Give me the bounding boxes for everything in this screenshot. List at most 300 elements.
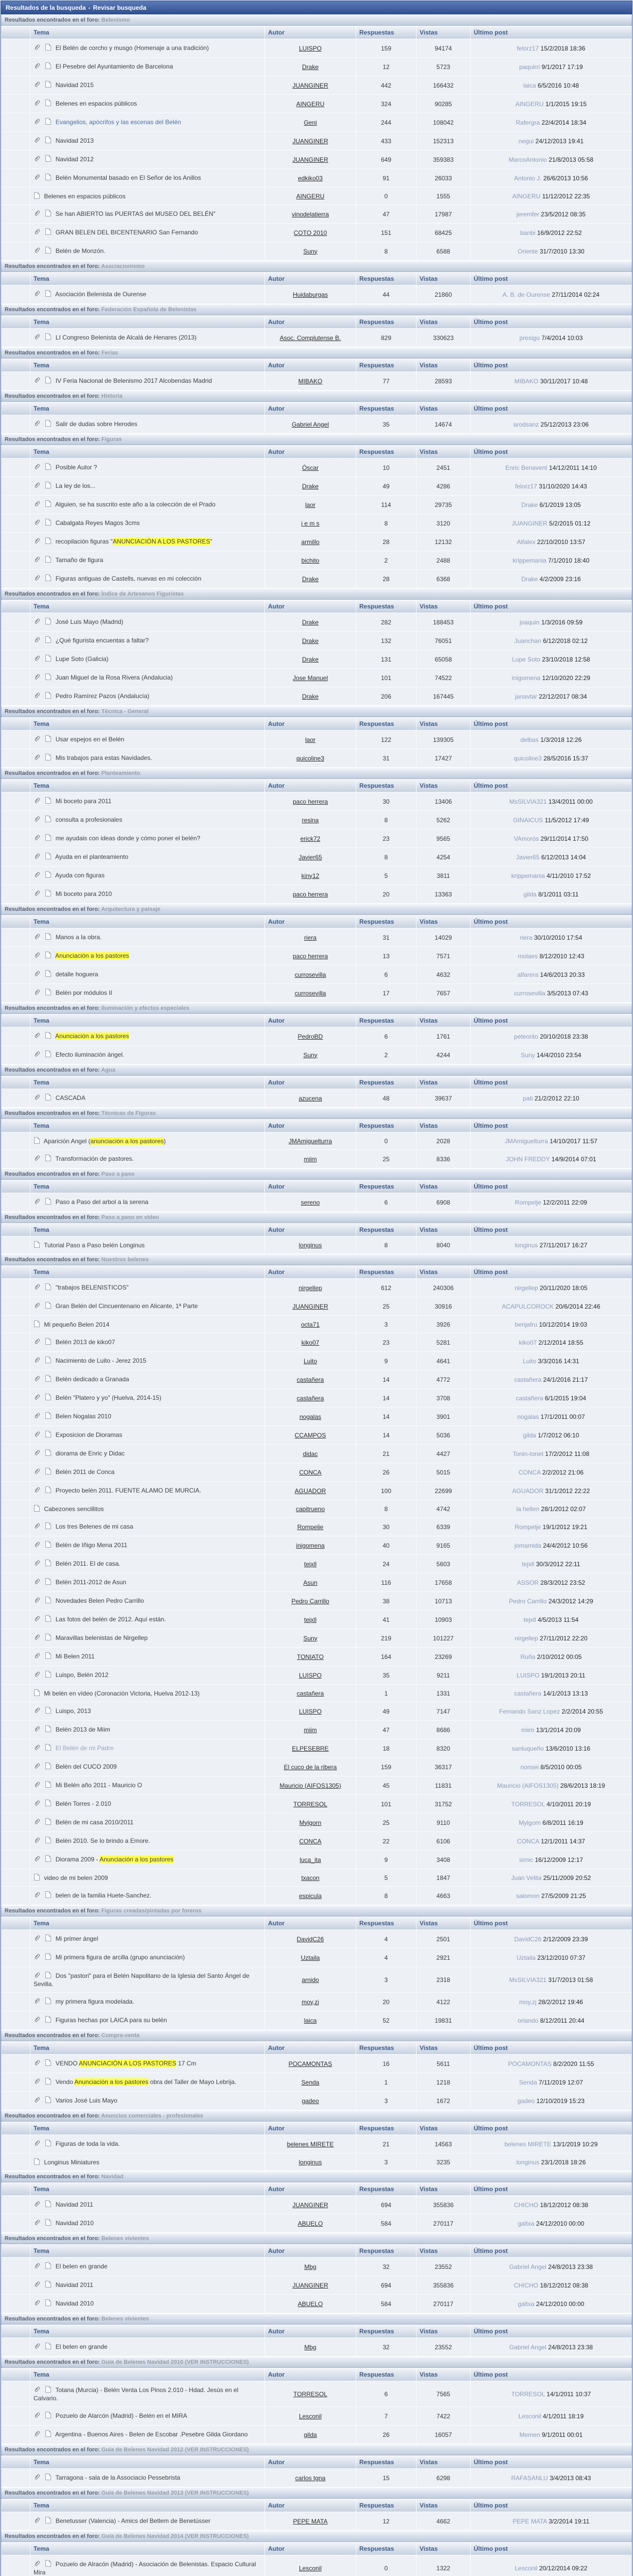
topic-title-link[interactable]: Belén dedicado a Granada: [55, 1376, 129, 1383]
last-post-author-link[interactable]: VAmorós: [513, 835, 539, 842]
forum-link[interactable]: Belenes vivientes: [101, 2235, 149, 2242]
last-post-author-link[interactable]: quicoline3: [513, 754, 542, 762]
topic-author-link[interactable]: castañera: [296, 1394, 324, 1402]
forum-link[interactable]: Belenes vivientes: [101, 2316, 149, 2322]
last-post-author-link[interactable]: ACAPULCOROCK: [502, 1302, 554, 1310]
topic-author-link[interactable]: gilda: [304, 2431, 317, 2438]
topic-author-link[interactable]: Drake: [302, 618, 319, 626]
topic-author-link[interactable]: laica: [304, 2016, 317, 2024]
last-post-author-link[interactable]: Gabriel Angel: [509, 2263, 546, 2270]
topic-author-link[interactable]: erick72: [300, 835, 321, 842]
topic-title-link[interactable]: Ayuda con figuras: [55, 872, 105, 879]
last-post-author-link[interactable]: Ruña: [520, 1653, 536, 1660]
topic-title-link[interactable]: Mi boceto para 2011: [55, 798, 112, 805]
topic-author-link[interactable]: TONIATO: [296, 1653, 324, 1660]
last-post-author-link[interactable]: DavidC26: [514, 1935, 542, 1943]
topic-author-link[interactable]: laor: [305, 736, 315, 743]
last-post-author-link[interactable]: jomamida: [514, 1541, 541, 1549]
topic-title-link[interactable]: Los tres Belenes de mi casa: [55, 1523, 134, 1530]
forum-link[interactable]: Iluminación y efectos especiales: [101, 1005, 190, 1011]
last-post-author-link[interactable]: Juanchan: [514, 637, 541, 645]
forum-link[interactable]: Ferias: [101, 350, 119, 356]
topic-author-link[interactable]: sereno: [301, 1198, 320, 1206]
forum-link[interactable]: Técnica - General: [101, 708, 149, 715]
topic-author-link[interactable]: Mbg: [304, 2343, 316, 2351]
topic-author-link[interactable]: DavidC26: [296, 1935, 324, 1943]
forum-link[interactable]: Guía de Belenes Navidad 2010 (VER INSTRUCCIONES): [101, 2359, 249, 2365]
topic-author-link[interactable]: JUANGINER: [292, 2281, 328, 2289]
topic-title-link[interactable]: me ayudais con ideas donde y cómo poner el belén?: [55, 835, 201, 842]
topic-title-link[interactable]: Asociación Belenista de Ourense: [55, 291, 146, 298]
topic-title-link[interactable]: Navidad 2011: [55, 2201, 93, 2208]
topic-title-link[interactable]: diorama de Enric y Didac: [55, 1450, 125, 1457]
last-post-author-link[interactable]: krippemania: [511, 872, 545, 879]
topic-author-link[interactable]: JUANGINER: [292, 1302, 328, 1310]
topic-author-link[interactable]: Gabriel Angel: [291, 420, 329, 428]
topic-title-link[interactable]: Belén Torres - 2.010: [55, 1800, 111, 1807]
forum-link[interactable]: Compra-venta: [101, 2032, 140, 2039]
last-post-author-link[interactable]: Rafergra: [515, 118, 540, 126]
topic-title-link[interactable]: Belén de Monzón.: [55, 247, 106, 255]
topic-title-link[interactable]: Longinus Miniatures: [44, 2159, 99, 2166]
forum-link[interactable]: Índice de Artesanos Figuristas: [101, 591, 184, 597]
topic-author-link[interactable]: resina: [302, 816, 319, 824]
last-post-author-link[interactable]: tejxll: [522, 1560, 535, 1568]
last-post-author-link[interactable]: AINGERU: [515, 100, 544, 108]
last-post-author-link[interactable]: miim: [521, 1726, 535, 1734]
forum-link[interactable]: Federación Española de Belenistas: [101, 307, 197, 313]
topic-author-link[interactable]: Javier65: [298, 853, 322, 861]
topic-author-link[interactable]: paco herrera: [292, 890, 328, 898]
last-post-author-link[interactable]: GINAICUS: [513, 816, 543, 824]
topic-title-link[interactable]: Figuras hechas por LAICA para su belén: [55, 2016, 167, 2024]
last-post-author-link[interactable]: Juan Velita: [511, 1874, 542, 1882]
topic-title-link[interactable]: Belén "Platero y yo" (Huelva, 2014-15): [55, 1394, 161, 1401]
topic-author-link[interactable]: JUANGINER: [292, 81, 328, 89]
forum-link[interactable]: Guía de Belenes Navidad 2012 (VER INSTRUCCIONES): [101, 2447, 249, 2453]
topic-title-link[interactable]: El Belén de mi Padre: [55, 1744, 114, 1752]
topic-title-link[interactable]: consulta a profesionales: [55, 816, 123, 823]
topic-author-link[interactable]: CCAMPOS: [294, 1431, 326, 1439]
last-post-author-link[interactable]: Pedro Carrillo: [509, 1597, 547, 1605]
forum-link[interactable]: Paso a paso: [101, 1171, 135, 1177]
topic-title-link[interactable]: Dos "pastori" para el Belén Napolitano de la Iglesia del Santo Ángel de Sevilla.: [34, 1972, 249, 1988]
topic-author-link[interactable]: armillo: [301, 538, 320, 546]
last-post-author-link[interactable]: tejxll: [523, 1616, 536, 1623]
topic-author-link[interactable]: octa71: [301, 1320, 320, 1328]
topic-author-link[interactable]: LUISPO: [298, 1707, 322, 1715]
topic-title-link[interactable]: Belen Nogalas 2010: [55, 1413, 111, 1420]
topic-author-link[interactable]: TORRESOL: [293, 2390, 327, 2398]
topic-title-link[interactable]: Pedro Ramírez Pazos (Andalucía): [55, 692, 149, 700]
last-post-author-link[interactable]: laica: [523, 81, 536, 89]
last-post-author-link[interactable]: Tonin-tonet: [512, 1450, 544, 1458]
topic-author-link[interactable]: miim: [304, 1726, 317, 1734]
topic-title-link[interactable]: Belén 2010. Se lo brindo a Emore.: [55, 1837, 151, 1844]
forum-link[interactable]: Guía de Belenes Navidad 2013 (VER INSTRUCCIONES): [101, 2490, 249, 2496]
topic-title-link[interactable]: IV Feria Nacional de Belenismo 2017 Alcobendas Madrid: [55, 377, 212, 384]
last-post-author-link[interactable]: joaquin: [519, 618, 540, 626]
topic-title-link[interactable]: Belén 2011 de Conca: [55, 1468, 115, 1476]
topic-author-link[interactable]: Jose Manuel: [292, 674, 328, 682]
topic-author-link[interactable]: Asoc. Complutense B.: [279, 334, 341, 342]
topic-author-link[interactable]: longinus: [298, 2158, 322, 2166]
last-post-author-link[interactable]: molaes: [518, 952, 538, 960]
topic-title-link[interactable]: Mi boceto para 2010: [55, 890, 112, 897]
last-post-author-link[interactable]: moy,zj: [519, 1998, 537, 2006]
topic-title-link[interactable]: Belén 2013 de kiko07: [55, 1338, 115, 1346]
topic-title-link[interactable]: Maravillas belenistas de Nirgellep: [55, 1634, 148, 1641]
topic-title-link[interactable]: Cabezones sencillitos: [44, 1505, 104, 1513]
last-post-author-link[interactable]: castañera: [514, 1376, 542, 1383]
last-post-author-link[interactable]: Antonio J.: [514, 174, 542, 182]
topic-title-link[interactable]: Mi belén en vídeo (Coronación Victoria, Huelva 2012-13): [44, 1690, 200, 1697]
topic-title-link[interactable]: video de mi belen 2009: [44, 1874, 108, 1882]
last-post-author-link[interactable]: Fernando Sanz Lopez: [499, 1707, 560, 1715]
topic-author-link[interactable]: kiko07: [301, 1338, 320, 1346]
last-post-author-link[interactable]: Lupe Soto: [512, 655, 540, 663]
topic-title-link[interactable]: Varios José Luis Mayo: [55, 2097, 118, 2104]
topic-title-link[interactable]: VENDO ANUNCIACIÓN A LOS PASTORES 17 Cm: [55, 2060, 196, 2067]
last-post-author-link[interactable]: Lesconil: [514, 2564, 538, 2572]
topic-title-link[interactable]: LI Congreso Belenista de Alcalá de Henares (2013): [55, 334, 197, 341]
forum-link[interactable]: Técnicas de Figuras: [101, 1110, 156, 1116]
last-post-author-link[interactable]: JOHN FREDDY: [506, 1155, 550, 1163]
topic-title-link[interactable]: Belén 2013 de Miim: [55, 1726, 110, 1733]
topic-title-link[interactable]: Belén del CUCO 2009: [55, 1763, 117, 1770]
topic-author-link[interactable]: LUISPO: [298, 1671, 322, 1679]
topic-title-link[interactable]: El Pesebre del Ayuntamiento de Barcelona: [55, 63, 173, 70]
topic-author-link[interactable]: AGUADOR: [294, 1487, 326, 1495]
last-post-author-link[interactable]: MsSILVIA321: [509, 798, 547, 805]
topic-author-link[interactable]: riera: [304, 934, 316, 941]
topic-author-link[interactable]: Drake: [302, 482, 319, 490]
topic-title-link[interactable]: Mi Belen 2011: [55, 1653, 95, 1660]
topic-author-link[interactable]: belenes MIRETE: [287, 2140, 334, 2148]
topic-title-link[interactable]: Nacimiento de Luito - Jerez 2015: [55, 1357, 146, 1364]
topic-author-link[interactable]: AINGERU: [296, 192, 325, 200]
topic-title-link[interactable]: Aparición Angel (anunciación a los pastores): [43, 1138, 166, 1145]
topic-title-link[interactable]: Figuras de toda la vida.: [55, 2140, 120, 2147]
topic-author-link[interactable]: tejxll: [304, 1560, 316, 1568]
topic-author-link[interactable]: JMAmiguelturra: [288, 1137, 332, 1145]
last-post-author-link[interactable]: banbi: [520, 229, 536, 236]
topic-title-link[interactable]: Navidad 2015: [55, 81, 94, 89]
last-post-author-link[interactable]: gadeo: [517, 2097, 535, 2105]
topic-author-link[interactable]: PedroBD: [297, 1032, 323, 1040]
last-post-author-link[interactable]: felorz17: [517, 44, 539, 52]
topic-title-link[interactable]: belen de la familia Huete-Sanchez.: [55, 1892, 152, 1899]
topic-title-link[interactable]: Navidad 2010: [55, 2300, 94, 2307]
last-post-author-link[interactable]: orlando: [518, 2016, 539, 2024]
topic-author-link[interactable]: Drake: [302, 575, 319, 583]
topic-title-link[interactable]: Tamaño de figura: [55, 556, 104, 564]
topic-title-link[interactable]: Benetusser (Valencia) - Amics del Betlem de Benetússer: [55, 2517, 211, 2524]
last-post-author-link[interactable]: Enric Benavent: [505, 464, 547, 471]
last-post-author-link[interactable]: Rompelje: [514, 1523, 541, 1531]
topic-author-link[interactable]: Drake: [302, 692, 319, 700]
topic-title-link[interactable]: El belen en grande: [55, 2343, 108, 2350]
last-post-author-link[interactable]: kiko07: [519, 1338, 537, 1346]
topic-author-link[interactable]: quicoline3: [296, 754, 325, 762]
topic-author-link[interactable]: paco herrera: [292, 952, 328, 960]
topic-title-link[interactable]: recopilación figuras "ANUNCIACIÓN A LOS PASTORES": [55, 538, 212, 545]
last-post-author-link[interactable]: sanluqueño: [511, 1744, 544, 1752]
topic-title-link[interactable]: ¿Qué figurista encuentas a faltar?: [55, 637, 149, 644]
topic-author-link[interactable]: nirgellep: [298, 1284, 322, 1292]
topic-title-link[interactable]: Mis trabajos para estas Navidades.: [55, 754, 153, 761]
topic-author-link[interactable]: castañera: [296, 1689, 324, 1697]
topic-author-link[interactable]: capitrueno: [295, 1505, 325, 1513]
topic-author-link[interactable]: Suny: [303, 1051, 318, 1059]
last-post-author-link[interactable]: Drake: [521, 575, 538, 583]
last-post-author-link[interactable]: CHICHO: [513, 2201, 539, 2209]
last-post-author-link[interactable]: longinus: [514, 1241, 538, 1249]
topic-author-link[interactable]: bichito: [301, 556, 320, 564]
topic-author-link[interactable]: Geni: [304, 118, 317, 126]
revise-search-link[interactable]: Revisar busqueda: [93, 4, 146, 11]
topic-author-link[interactable]: Mylgorn: [299, 1819, 322, 1826]
last-post-author-link[interactable]: benjafru: [514, 1320, 538, 1328]
topic-author-link[interactable]: Asun: [303, 1579, 318, 1586]
topic-title-link[interactable]: El belen en grande: [55, 2263, 108, 2270]
last-post-author-link[interactable]: la hellen: [516, 1505, 540, 1513]
last-post-author-link[interactable]: Javier65: [516, 853, 540, 861]
topic-title-link[interactable]: Mi primera figura de arcilla (grupo anunciación): [55, 1954, 185, 1961]
forum-link[interactable]: Navidad: [101, 2174, 124, 2180]
topic-title-link[interactable]: Belenes en espacios públicos: [55, 100, 137, 107]
last-post-author-link[interactable]: A. B. de Ourense: [503, 291, 551, 298]
last-post-author-link[interactable]: castañera: [514, 1689, 542, 1697]
last-post-author-link[interactable]: AGUADOR: [512, 1487, 544, 1495]
topic-title-link[interactable]: Lupe Soto (Galicia): [55, 655, 109, 663]
topic-author-link[interactable]: ELPESEBRE: [292, 1744, 329, 1752]
topic-author-link[interactable]: currosevilla: [294, 989, 326, 997]
last-post-author-link[interactable]: CONCA: [518, 1468, 541, 1476]
topic-title-link[interactable]: Cabalgata Reyes Magos 3cms: [55, 519, 140, 527]
last-post-author-link[interactable]: RAFASANLU: [511, 2474, 548, 2482]
last-post-author-link[interactable]: nirgellep: [514, 1634, 538, 1642]
forum-link[interactable]: Belenismo: [101, 17, 130, 23]
last-post-author-link[interactable]: Luito: [523, 1357, 537, 1365]
topic-title-link[interactable]: Alguien, se ha suscrito este año a la colección de el Prado: [55, 501, 215, 508]
topic-title-link[interactable]: [55, 1032, 129, 1040]
topic-title-link[interactable]: Belén de Iñigo Mena 2011: [55, 1541, 127, 1549]
last-post-author-link[interactable]: TORRESOL: [511, 1800, 545, 1808]
topic-author-link[interactable]: i e m s: [301, 519, 320, 527]
last-post-author-link[interactable]: nirgellep: [514, 1284, 538, 1292]
topic-author-link[interactable]: JUANGINER: [292, 2201, 328, 2209]
topic-title-link[interactable]: Mi pequeño Belen 2014: [44, 1321, 110, 1328]
topic-author-link[interactable]: gadeo: [302, 2097, 319, 2105]
topic-author-link[interactable]: miim: [304, 1155, 317, 1163]
topic-title-link[interactable]: Novedades Belen Pedro Carrillo: [55, 1597, 144, 1604]
forum-link[interactable]: Asociacionismo: [101, 263, 145, 269]
last-post-author-link[interactable]: MIBAKO: [514, 377, 539, 385]
last-post-author-link[interactable]: longinus: [516, 2158, 540, 2166]
topic-title-link[interactable]: Argentina - Buenos Aires - Belen de Escobar .Pesebre Gilda Giordano: [55, 2431, 248, 2438]
last-post-author-link[interactable]: belenes MIRETE: [504, 2140, 552, 2148]
last-post-author-link[interactable]: Drake: [521, 501, 538, 509]
last-post-author-link[interactable]: Mauricio (AIFOS1305): [497, 1782, 559, 1789]
last-post-author-link[interactable]: pati: [523, 1094, 533, 1102]
last-post-author-link[interactable]: janavtar: [515, 692, 537, 700]
topic-author-link[interactable]: moy,zj: [302, 1998, 319, 2006]
topic-title-link[interactable]: Navidad 2011: [55, 2281, 93, 2289]
topic-title-link[interactable]: Figuras antiguas de Castells, nuevas en mi colección: [55, 575, 202, 582]
topic-title-link[interactable]: Paso a Paso del arbol a la serena: [55, 1198, 148, 1206]
topic-title-link[interactable]: Pozuelo de Alarcón (Madrid) - Belén en el MIRA: [55, 2412, 188, 2419]
topic-author-link[interactable]: Mbg: [304, 2263, 316, 2270]
forum-link[interactable]: Historia: [101, 393, 123, 399]
last-post-author-link[interactable]: galtxa: [518, 2219, 535, 2227]
topic-author-link[interactable]: El cuco de la ribera: [284, 1763, 337, 1771]
topic-title-link[interactable]: detalle hoguera: [55, 971, 98, 978]
topic-author-link[interactable]: Lesconil: [298, 2564, 322, 2572]
topic-author-link[interactable]: PEPE MATA: [293, 2517, 328, 2525]
topic-title-link[interactable]: Usar espejos en el Belén: [55, 736, 125, 743]
last-post-author-link[interactable]: alfarera: [517, 971, 539, 978]
topic-author-link[interactable]: didac: [303, 1450, 318, 1458]
topic-title-link[interactable]: Luispo, Belén 2012: [55, 1671, 109, 1679]
topic-author-link[interactable]: CONCA: [299, 1837, 322, 1845]
topic-author-link[interactable]: Drake: [302, 63, 319, 71]
topic-title-link[interactable]: Diorama 2009 - Anunciación a los pastores: [55, 1856, 174, 1863]
topic-author-link[interactable]: Drake: [302, 655, 319, 663]
topic-title-link[interactable]: Manos a la obra.: [55, 934, 102, 941]
topic-title-link[interactable]: Posible Autor ?: [55, 464, 97, 471]
topic-title-link[interactable]: Belén de mi casa 2010/2011: [55, 1819, 134, 1826]
topic-author-link[interactable]: edkiko03: [297, 174, 323, 182]
topic-title-link[interactable]: Belén Monumental basado en El Señor de los Anillos: [55, 174, 201, 181]
last-post-author-link[interactable]: salomon: [516, 1892, 540, 1900]
topic-title-link[interactable]: Juan Miguel de la Rosa Rivera (Andalucia): [55, 674, 173, 681]
last-post-author-link[interactable]: castañera: [515, 1394, 543, 1402]
last-post-author-link[interactable]: Suny: [521, 1051, 535, 1059]
last-post-author-link[interactable]: Alfalex: [517, 538, 536, 546]
topic-title-link[interactable]: Tutorial Paso a Paso belén Longinus: [44, 1242, 145, 1249]
topic-title-link[interactable]: Belén por módulos II: [55, 989, 112, 996]
topic-author-link[interactable]: inigomena: [296, 1541, 325, 1549]
topic-author-link[interactable]: POCAMONTAS: [288, 2060, 332, 2067]
topic-author-link[interactable]: longinus: [298, 1241, 322, 1249]
last-post-author-link[interactable]: Mylgorn: [519, 1819, 541, 1826]
last-post-author-link[interactable]: CONCA: [517, 1837, 539, 1845]
topic-title-link[interactable]: Evangelios, apócrifos y las escenas del Belén: [55, 118, 181, 126]
topic-author-link[interactable]: castañera: [296, 1376, 324, 1383]
last-post-author-link[interactable]: PEPE MATA: [512, 2517, 547, 2525]
last-post-author-link[interactable]: CHICHO: [513, 2281, 539, 2289]
last-post-author-link[interactable]: JMAmiguelturra: [505, 1137, 548, 1145]
last-post-author-link[interactable]: inigomena: [511, 674, 541, 682]
topic-title-link[interactable]: Navidad 2012: [55, 156, 94, 163]
topic-author-link[interactable]: Mauricio (AIFOS1305): [279, 1782, 341, 1789]
topic-title-link[interactable]: "trabajos BELENISTICOS": [55, 1284, 129, 1291]
topic-title-link[interactable]: Belén 2011. El de casa.: [55, 1560, 121, 1567]
topic-title-link[interactable]: Tarragona - sala de la Associacio Pessebrista: [55, 2474, 180, 2481]
topic-author-link[interactable]: ABUELO: [297, 2219, 323, 2227]
topic-author-link[interactable]: Uztaila: [301, 1954, 320, 1961]
last-post-author-link[interactable]: nogalas: [517, 1413, 539, 1420]
topic-author-link[interactable]: vinodelatierra: [291, 210, 329, 218]
topic-title-link[interactable]: Se han ABIERTO las PUERTAS del MUSEO DEL BELÉN": [55, 210, 216, 217]
topic-author-link[interactable]: Lesconil: [298, 2412, 322, 2420]
topic-author-link[interactable]: Huidaburgas: [292, 291, 328, 298]
last-post-author-link[interactable]: negui: [518, 137, 534, 145]
topic-title-link[interactable]: Navidad 2013: [55, 137, 94, 144]
topic-author-link[interactable]: luca_ita: [299, 1856, 321, 1863]
forum-link[interactable]: Nuestros belenes: [101, 1257, 149, 1263]
topic-author-link[interactable]: Suny: [303, 1634, 318, 1642]
last-post-author-link[interactable]: jeremfer: [516, 210, 539, 218]
last-post-author-link[interactable]: Gabriel Angel: [509, 2343, 546, 2351]
topic-title-link[interactable]: my primera figura modelada.: [55, 1998, 135, 2005]
topic-author-link[interactable]: Pedro Carrillo: [291, 1597, 329, 1605]
topic-title-link[interactable]: Vendo Anunciación a los pastores obra del Taller de Mayo Lebrija.: [55, 2078, 237, 2086]
topic-author-link[interactable]: ABUELO: [297, 2300, 323, 2308]
topic-title-link[interactable]: Transformación de pastores.: [55, 1155, 134, 1162]
topic-author-link[interactable]: arnido: [302, 1976, 319, 1984]
topic-title-link[interactable]: El Belén de corcho y musgo (Homenaje a una tradición): [55, 44, 209, 52]
topic-title-link[interactable]: Las fotos del belén de 2012. Aquí están.: [55, 1616, 166, 1623]
last-post-author-link[interactable]: MsSILVIA321: [509, 1976, 547, 1984]
last-post-author-link[interactable]: Uztaila: [517, 1954, 536, 1961]
topic-title-link[interactable]: Mi Belén año 2011 - Mauricio O: [55, 1782, 142, 1789]
last-post-author-link[interactable]: MarcoAntonio: [508, 156, 547, 163]
topic-author-link[interactable]: laor: [305, 501, 315, 509]
last-post-author-link[interactable]: TORRESOL: [511, 2390, 545, 2398]
topic-author-link[interactable]: MIBAKO: [298, 377, 323, 385]
topic-title-link[interactable]: Gran Belén del Cincuentenario en Alicante, 1ª Parte: [55, 1302, 198, 1310]
last-post-author-link[interactable]: Lesconil: [518, 2412, 541, 2420]
topic-author-link[interactable]: CONCA: [299, 1468, 322, 1476]
last-post-author-link[interactable]: riera: [520, 934, 532, 941]
topic-title-link[interactable]: Ayuda en el planteamiento: [55, 853, 128, 860]
topic-title-link[interactable]: Mi primer ángel: [55, 1935, 98, 1942]
topic-author-link[interactable]: currosevilla: [294, 971, 326, 978]
last-post-author-link[interactable]: paquirri: [519, 63, 540, 71]
topic-author-link[interactable]: nogalas: [299, 1413, 322, 1420]
last-post-author-link[interactable]: Oriente: [518, 247, 538, 255]
last-post-author-link[interactable]: currosevilla: [513, 989, 545, 997]
last-post-author-link[interactable]: presigu: [519, 334, 540, 342]
topic-title-link[interactable]: Exposicion de Dioramas: [55, 1431, 123, 1438]
topic-title-link[interactable]: CASCADA: [55, 1094, 86, 1101]
topic-author-link[interactable]: paco herrera: [292, 798, 328, 805]
last-post-author-link[interactable]: Rompelje: [515, 1198, 541, 1206]
last-post-author-link[interactable]: nonsei: [520, 1763, 539, 1771]
topic-title-link[interactable]: La ley de los...: [55, 482, 96, 489]
last-post-author-link[interactable]: galtxa: [518, 2300, 535, 2308]
topic-title-link[interactable]: Pozuelo de Alracón (Madrid) - Asociación de Belenistas. Espacio Cultural Mira: [34, 2561, 256, 2576]
forum-link[interactable]: Figuras creadas/pintadas por foreros: [101, 1908, 202, 1914]
last-post-author-link[interactable]: gilda: [523, 890, 537, 898]
forum-link[interactable]: Paso a paso en vídeo: [101, 1214, 159, 1221]
topic-author-link[interactable]: Rompelje: [297, 1523, 324, 1531]
last-post-author-link[interactable]: delbas: [520, 736, 539, 743]
last-post-author-link[interactable]: arodsanz: [513, 420, 539, 428]
topic-title-link[interactable]: Efecto iluminación ángel.: [55, 1051, 125, 1058]
forum-link[interactable]: Figuras: [101, 436, 122, 443]
topic-title-link[interactable]: Totana (Murcia) - Belén Venta Los Pinos 2.010 - Hdad. Jesús en el Calvario.: [34, 2386, 239, 2402]
topic-author-link[interactable]: Suny: [303, 247, 318, 255]
topic-title-link[interactable]: Navidad 2010: [55, 2219, 94, 2227]
forum-link[interactable]: Arquitectura y paisaje: [101, 906, 161, 912]
topic-author-link[interactable]: carlos tgna: [295, 2474, 326, 2482]
topic-title-link[interactable]: Proyecto belén 2011. FUENTE ALAMO DE MURCIA.: [55, 1487, 202, 1494]
last-post-author-link[interactable]: felorz17: [515, 482, 537, 490]
last-post-author-link[interactable]: JUANGINER: [511, 519, 547, 527]
